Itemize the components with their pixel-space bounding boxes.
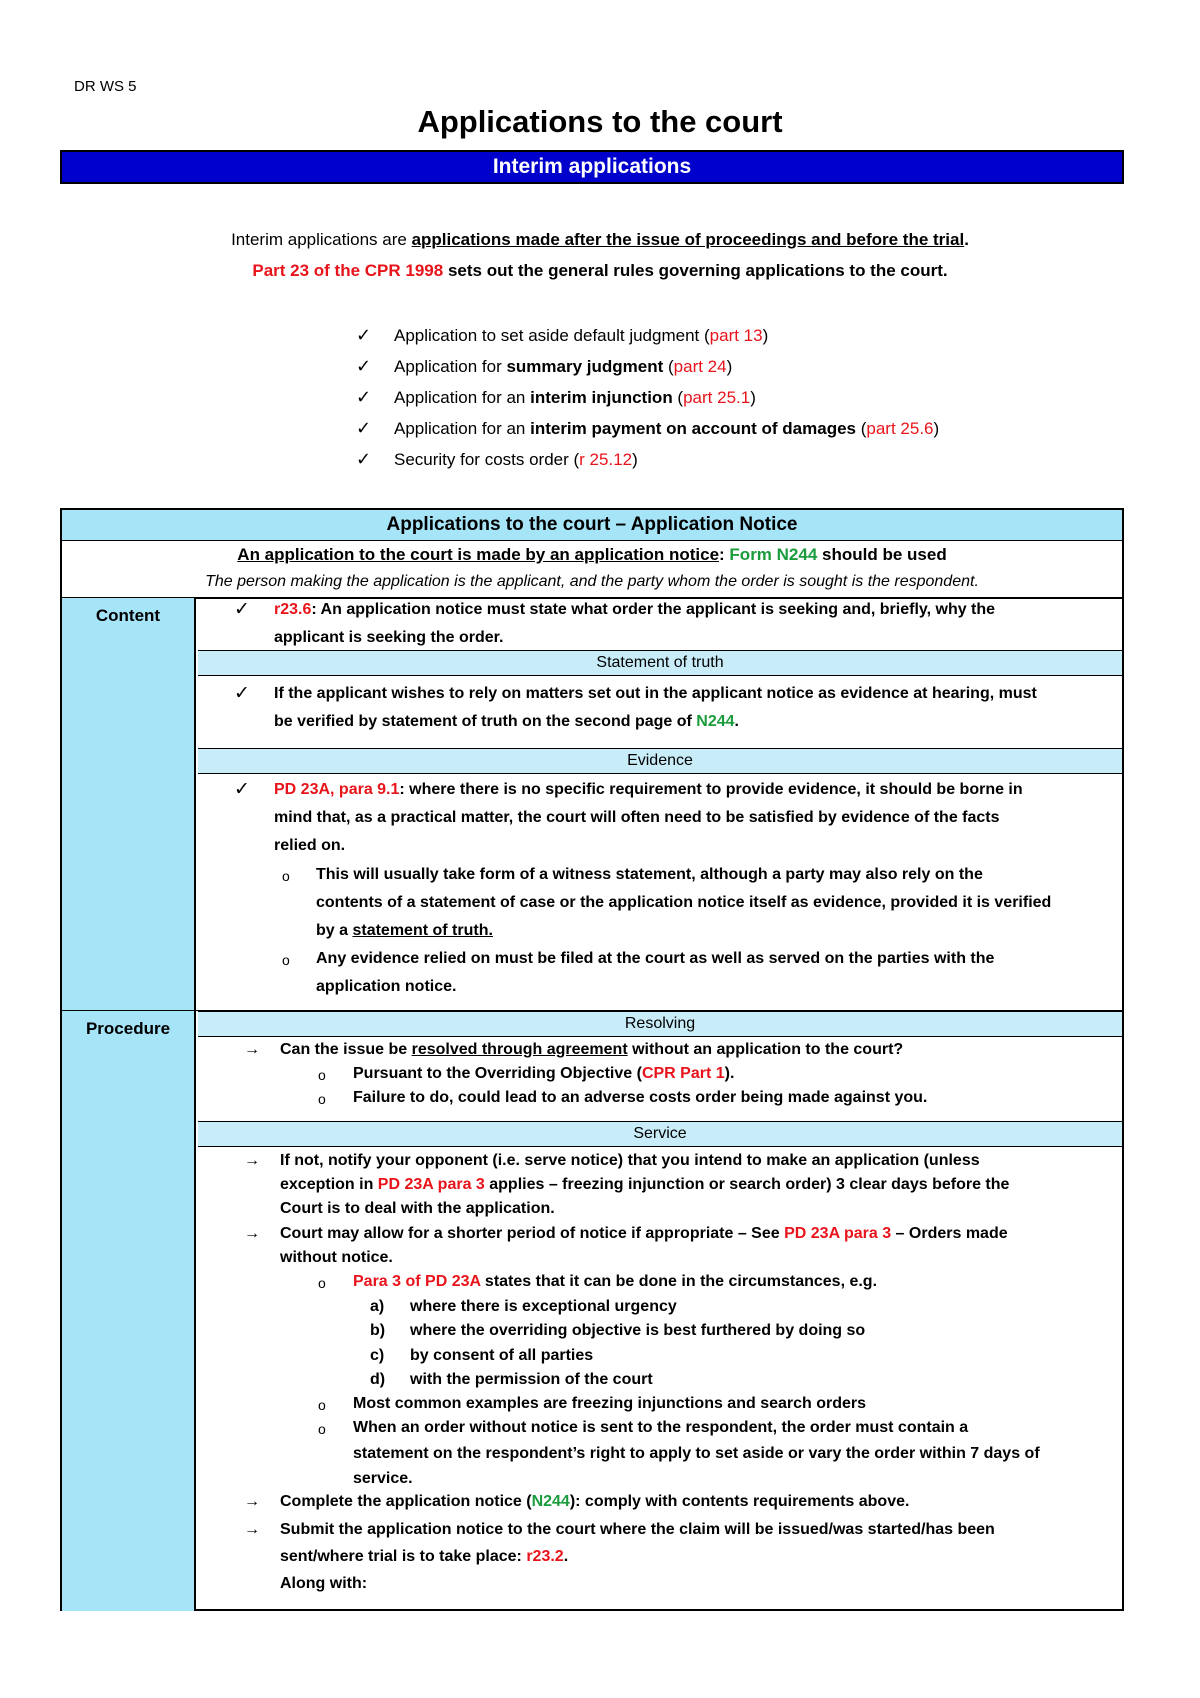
checkmark-icon: ✓ bbox=[356, 449, 372, 469]
document-id: DR WS 5 bbox=[74, 78, 137, 95]
content-cell: ✓ r23.6: An application notice must state what order the applicant is seeking and, briefly, why the applicant is seeking the order. Statement of truth ✓ If the applicant wishes to rely on matters set out in the applicant notice as evidence at hearing, must be verified by statement of truth on the second page of N244. Evidence ✓ PD 23A, para 9.1: where there is no specific requirement to provide evidence, it should be borne in mind that, as a practical matter, the court will often need to be satisfied by evidence of the facts relied on. o This will usually take form of a witness statement, although a party may also rely on the contents of a statement of case or the application notice itself as evidence, provided it is verified by a statement of truth. o Any evidence relied on must be filed at the court as well as served on the parties with the application notice. bbox=[198, 598, 1122, 1010]
bullet-icon: o bbox=[318, 1067, 326, 1083]
arrow-icon: → bbox=[244, 1152, 260, 1169]
bullet-icon: o bbox=[318, 1275, 326, 1291]
bullet-icon: o bbox=[318, 1421, 326, 1437]
checklist-item: ✓ Application for an interim injunction (part 25.1) bbox=[356, 382, 939, 413]
checkmark-icon: ✓ bbox=[356, 418, 372, 438]
checkmark-icon: ✓ bbox=[356, 387, 372, 407]
checklist-item: ✓ Application for an interim payment on account of damages (part 25.6) bbox=[356, 413, 939, 444]
resolving-header: Resolving bbox=[198, 1011, 1122, 1037]
application-notice-table bbox=[60, 508, 1124, 1611]
checklist-item: ✓ Security for costs order (r 25.12) bbox=[356, 444, 939, 475]
section-banner: Interim applications bbox=[60, 150, 1124, 184]
checkmark-icon: ✓ bbox=[234, 683, 250, 704]
bullet-icon: o bbox=[282, 868, 290, 884]
bullet-icon: o bbox=[282, 952, 290, 968]
table-header: Applications to the court – Application Notice bbox=[62, 510, 1122, 541]
arrow-icon: → bbox=[244, 1521, 260, 1538]
checkmark-icon: ✓ bbox=[356, 325, 372, 345]
procedure-label-cell: Procedure bbox=[62, 1011, 196, 1611]
page-title: Applications to the court bbox=[417, 104, 783, 139]
checklist-item: ✓ Application to set aside default judgment (part 13) bbox=[356, 320, 939, 351]
arrow-icon: → bbox=[244, 1041, 260, 1058]
checkmark-icon: ✓ bbox=[356, 356, 372, 376]
application-checklist bbox=[356, 320, 939, 475]
evidence-header: Evidence bbox=[198, 748, 1122, 774]
content-label-cell: Content bbox=[62, 598, 196, 1010]
arrow-icon: → bbox=[244, 1493, 260, 1510]
statement-of-truth-header: Statement of truth bbox=[198, 650, 1122, 676]
table-intro: An application to the court is made by an application notice: Form N244 should be used The person making the application is the applicant, and the party whom the order is sought is the respondent. bbox=[62, 541, 1122, 599]
bullet-icon: o bbox=[318, 1397, 326, 1413]
checkmark-icon: ✓ bbox=[234, 779, 250, 800]
intro-line-2: Part 23 of the CPR 1998 sets out the general rules governing applications to the court. bbox=[252, 261, 948, 280]
bullet-icon: o bbox=[318, 1091, 326, 1107]
intro-line-1: Interim applications are applications made after the issue of proceedings and before the trial. bbox=[231, 230, 969, 249]
service-header: Service bbox=[198, 1121, 1122, 1147]
checkmark-icon: ✓ bbox=[234, 599, 250, 620]
arrow-icon: → bbox=[244, 1225, 260, 1242]
procedure-cell: Resolving → Can the issue be resolved through agreement without an application to the court? o Pursuant to the Overriding Objective (CPR Part 1). o Failure to do, could lead to an adverse costs order being made against you. Service → If not, notify your opponent (i.e. serve notice) that you intend to make an application (unless exception in PD 23A para 3 applies – freezing injunction or search order) 3 clear days before the Court is to deal with the application. → Court may allow for a shorter period of notice if appropriate – See PD 23A para 3 – Orders made without notice. o Para 3 of PD 23A states that it can be done in the circumstances, e.g. a) where there is exceptional urgency b) where the overriding objective is best furthered by doing so c) by consent of all parties d) with the permission of the court o Most common examples are freezing injunctions and search orders o When an order without notice is sent to the respondent, the order must contain a statement on the respondent’s right to apply to set aside or vary the order within 7 days of service. → Complete the application notice (N244): comply with contents requirements above. → Submit the application notice to the court where the claim will be issued/was started/has been sent/where trial is to take place: r23.2. Along with: bbox=[198, 1011, 1122, 1611]
checklist-item: ✓ Application for summary judgment (part 24) bbox=[356, 351, 939, 382]
